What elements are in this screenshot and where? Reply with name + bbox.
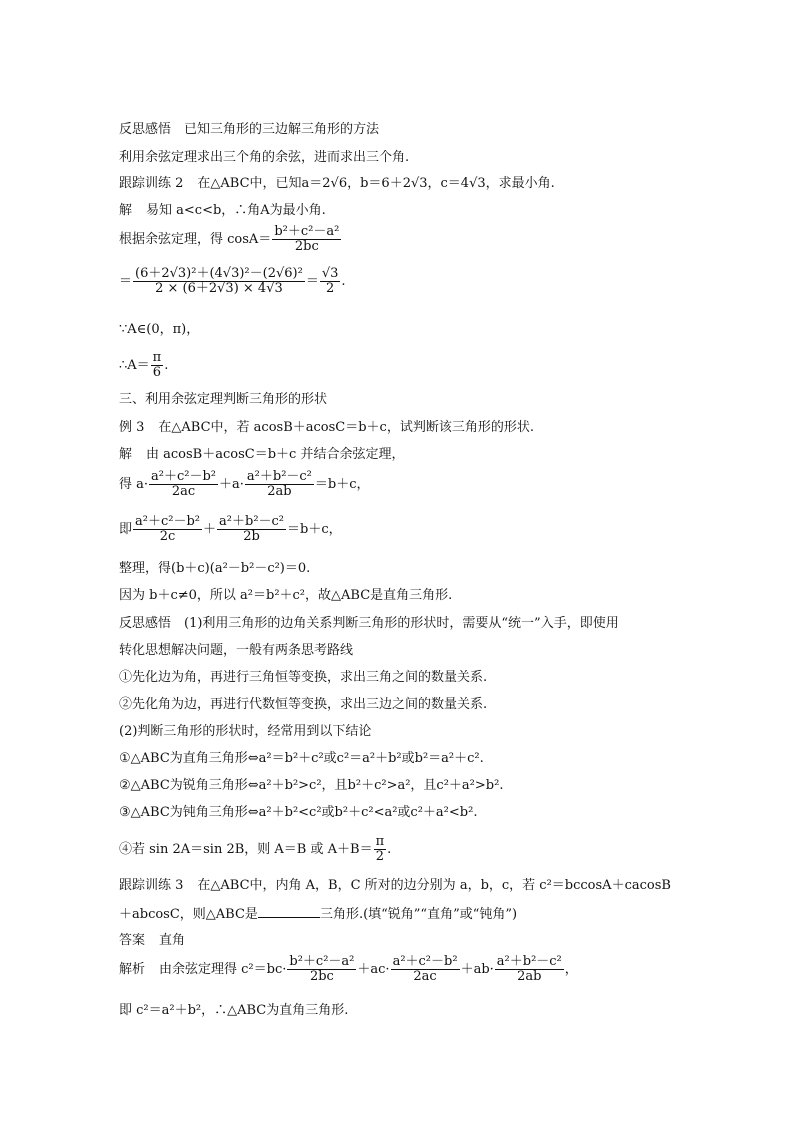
example-3-question — [119, 420, 534, 436]
cosine-law-prefix: 根据余弦定理，得 cosA＝ — [119, 232, 272, 247]
practice-2-answer: ∴A＝ $\frac{\pi}{6}$ . — [119, 350, 169, 380]
fraction-answer — [151, 351, 164, 380]
fraction-simplified-2 — [217, 515, 286, 544]
fraction-denominator: 2ac — [413, 969, 437, 984]
fraction-denominator: 2ac — [171, 484, 196, 499]
practice-2-solution-line2 — [119, 225, 342, 254]
solution-text: 易知 a<c<b，∴角A为最小角. — [146, 203, 326, 218]
reflection-2-line8: ③△ABC为钝角三角形⇔a²＋b²<c²或b²＋c²<a²或c²＋a²<b². — [119, 805, 478, 820]
answer-prefix: ∴A＝ — [119, 358, 150, 373]
reflection-2-line6: ①△ABC为直角三角形⇔a²＝b²＋c²或c²＝a²＋b²或b²＝a²＋c². — [119, 751, 484, 766]
practice-2-label: 跟踪训练 2 — [119, 176, 184, 191]
fraction-analysis-2 — [391, 955, 460, 984]
fraction-numerator: π — [375, 834, 385, 849]
angle-domain-line: ∵A∈(0，π)， — [119, 322, 200, 337]
fraction-simplified-1 — [133, 515, 202, 544]
fraction-denominator: 2bc — [309, 969, 334, 984]
fraction-numerator: a²＋b²－c² — [219, 514, 285, 529]
fraction-numerator: √3 — [321, 266, 339, 281]
example-3-conclusion: 因为 b＋c≠0，所以 a²＝b²＋c²，故△ABC是直角三角形. — [119, 588, 453, 603]
reflection-2-line2: 转化思想解决问题，一般有两条思考路线 — [119, 643, 354, 658]
fraction-numerator: a²＋c²－b² — [151, 469, 217, 484]
reflection-body: 利用余弦定理求出三个角的余弦，进而求出三个角. — [119, 150, 410, 165]
fraction-numerator: b²＋c²－a² — [274, 224, 340, 239]
practice-2-text: 在△ABC中，已知a＝2√6，b＝6＋2√3，c＝4√3，求最小角. — [197, 176, 555, 191]
fraction-numerator: π — [152, 350, 162, 365]
fraction-analysis-3 — [495, 955, 564, 984]
example-3-solution-line3: 即 $\frac{\text{a²＋c²－b²}}{2c}$ ＋ $\frac{\text{a²＋b²－c²}}{2b}$ ＝b＋c， — [119, 514, 342, 544]
analysis-label: 解析 — [119, 962, 146, 977]
section-3-title: 三、利用余弦定理判断三角形的形状 — [119, 392, 328, 407]
reflection-2-line4: ②先化角为边，再进行代数恒等变换，求出三边之间的数量关系. — [119, 697, 488, 712]
fraction-numerator: b²＋c²－a² — [289, 954, 355, 969]
analysis-prefix: 由余弦定理得 c²＝bc· — [159, 962, 287, 977]
practice-3-line2 — [119, 905, 517, 923]
practice-2-solution-line3: ＝ $\frac{\text{(6＋2√3)²＋(4√3)²－(2√6)²}}{2 \times (6+2√3) \times 4√3}$ ＝ $\frac{√3}{2}$ . — [119, 266, 346, 296]
fraction-cos-b — [149, 470, 218, 499]
fraction-cos-a — [272, 225, 341, 254]
fraction-denominator: 2bc — [294, 239, 319, 254]
example-3-solution-line2: 得 a· $\frac{\text{a²＋c²－b²}}{2ac}$ ＋a· $\frac{\text{a²＋b²－c²}}{2ab}$ ＝b＋c， — [119, 469, 370, 499]
fraction-numerator: a²＋c²－b² — [392, 954, 458, 969]
fraction-denominator: 2ab — [267, 484, 292, 499]
fraction-numerator: (6＋2√3)²＋(4√3)²－(2√6)² — [135, 266, 303, 281]
fraction-denominator: 2 — [326, 281, 335, 296]
fraction-denominator: 2ab — [517, 969, 542, 984]
reflection-2-line7: ②△ABC为锐角三角形⇔a²＋b²>c²，且b²＋c²>a²，且c²＋a²>b². — [119, 778, 504, 793]
practice-3-conclusion: 即 c²＝a²＋b²，∴△ABC为直角三角形. — [119, 1003, 349, 1018]
fraction-analysis-1 — [287, 955, 356, 984]
reflection-2-line1: 反思感悟 (1)利用三角形的边角关系判断三角形的形状时，需要从“统一”入手，即使用 — [119, 616, 619, 631]
fraction-result — [320, 267, 341, 296]
fraction-numerator: a²＋c²－b² — [135, 514, 201, 529]
example-3-solution-line1 — [119, 447, 404, 463]
solution-label: 解 — [119, 203, 133, 218]
reflection-2-line5: (2)判断三角形的形状时，经常用到以下结论 — [119, 724, 372, 739]
fraction-cos-c — [245, 470, 314, 499]
reflection-2-line3: ①先化边为角，再进行三角恒等变换，求出三角之间的数量关系. — [119, 670, 488, 685]
fraction-denominator: 2 — [375, 849, 384, 864]
solution-text: 由 acosB＋acosC＝b＋c 并结合余弦定理， — [146, 447, 405, 462]
example-label: 例 3 — [119, 420, 145, 435]
fraction-denominator: 2 × (6＋2√3) × 4√3 — [155, 281, 283, 296]
practice-3-text-a: ＋abcosC，则△ABC是 — [119, 907, 258, 922]
practice-3-line1 — [119, 878, 671, 894]
sin-rule-prefix: ④若 sin 2A＝sin 2B，则 A＝B 或 A＋B＝ — [119, 842, 373, 857]
practice-3-text-b: 三角形.(填“锐角”“直角”或“钝角”) — [319, 907, 518, 922]
reflection-2-line9: ④若 sin 2A＝sin 2B，则 A＝B 或 A＋B＝ $\frac{\pi}{2}$ . — [119, 834, 392, 864]
example-3-simplify-line: 整理，得(b＋c)(a²－b²－c²)＝0. — [119, 561, 311, 576]
fraction-denominator: 6 — [152, 365, 162, 380]
fraction-substitution — [133, 267, 305, 296]
answer-value: 直角 — [159, 933, 186, 948]
practice-3-analysis: 解析 由余弦定理得 c²＝bc· $\frac{\text{b²＋c²－a²}}{2bc}$ ＋ac· $\frac{\text{a²＋c²－b²}}{2ac}$ ＋ab· $\frac{\text{a²＋b²－c²}}{2ab}$ ， — [119, 954, 578, 984]
practice-2-solution-line1 — [119, 203, 326, 219]
solution-label: 解 — [119, 447, 133, 462]
practice-2-question — [119, 176, 555, 192]
fraction-numerator: a²＋b²－c² — [496, 954, 562, 969]
reflection-heading: 反思感悟 已知三角形的三边解三角形的方法 — [119, 122, 380, 137]
answer-label: 答案 — [119, 933, 146, 948]
example-text: 在△ABC中，若 acosB＋acosC＝b＋c，试判断该三角形的形状. — [158, 420, 534, 435]
fraction-denominator: 2b — [243, 529, 260, 544]
answer-blank — [258, 905, 320, 918]
fraction-pi-over-2 — [374, 835, 387, 864]
fraction-denominator: 2c — [159, 529, 176, 544]
practice-3-text: 在△ABC中，内角 A，B，C 所对的边分别为 a，b，c，若 c²＝bccosA＋cacosB — [197, 878, 671, 893]
practice-3-answer — [119, 933, 185, 949]
practice-3-label: 跟踪训练 3 — [119, 878, 184, 893]
fraction-numerator: a²＋b²－c² — [246, 469, 312, 484]
